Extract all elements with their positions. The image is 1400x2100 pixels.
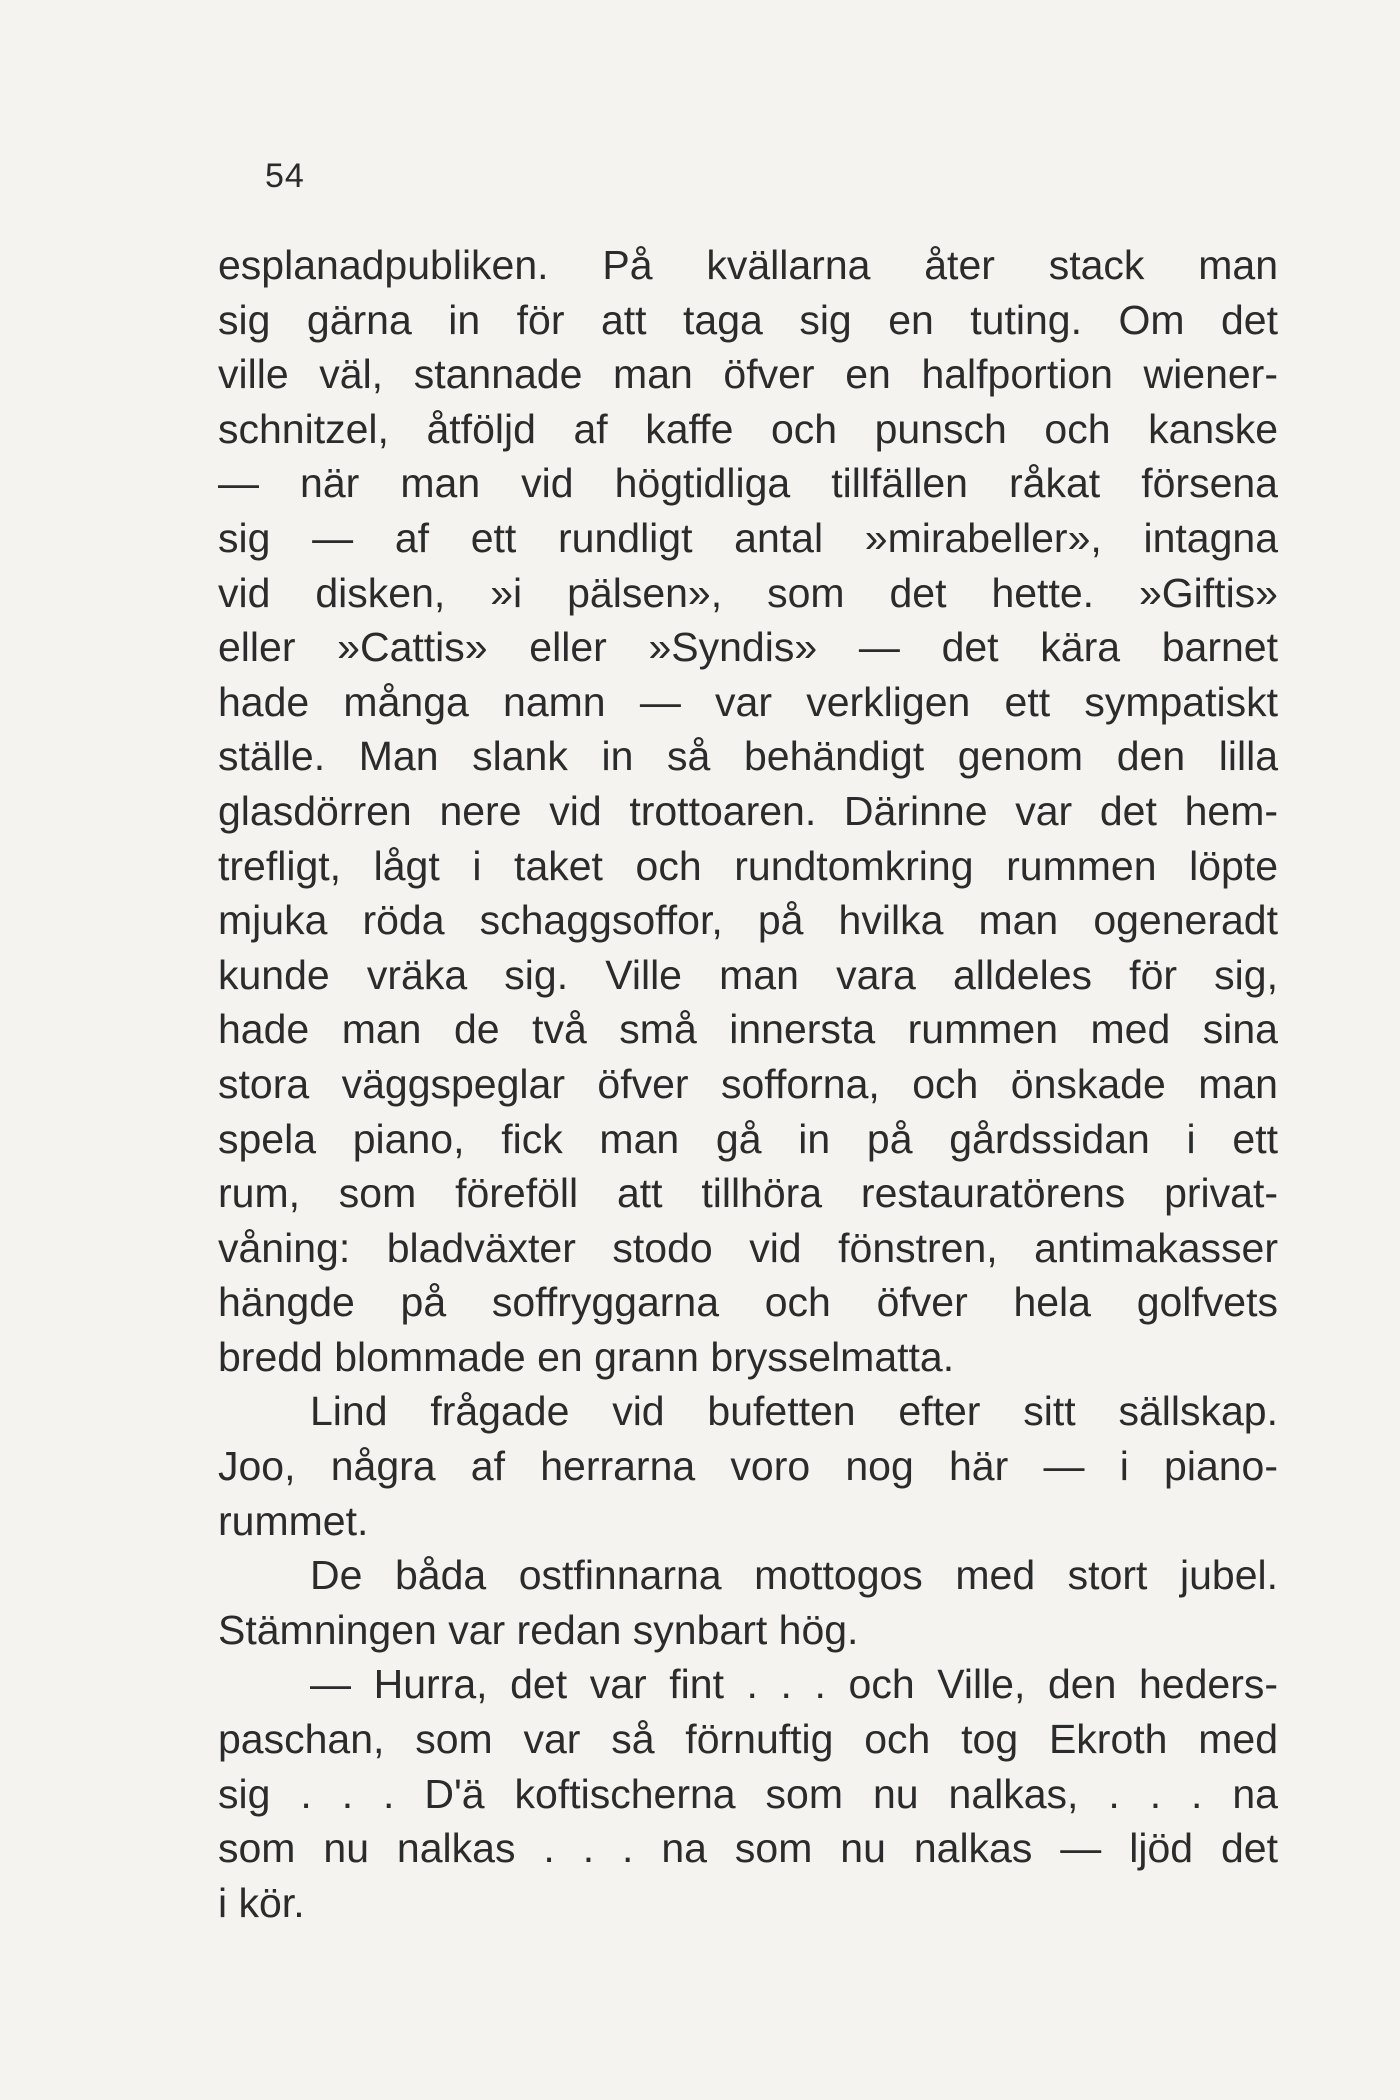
text-line: rum, som föreföll att tillhöra restauratörens privat- (218, 1170, 1278, 1217)
text-line: stora väggspeglar öfver sofforna, och önskade man (218, 1060, 1278, 1107)
text-line: — Hurra, det var fint . . . och Ville, den heders- (310, 1661, 1278, 1708)
text-line: trefligt, lågt i taket och rundtomkring rummen löpte (218, 842, 1278, 889)
text-line: Lind frågade vid bufetten efter sitt sällskap. (310, 1388, 1278, 1435)
text-line: — när man vid högtidliga tillfällen råkat försena (218, 460, 1278, 507)
text-line: Joo, några af herrarna voro nog här — i piano- (218, 1443, 1278, 1490)
text-line: hade många namn — var verkligen ett sympatiskt (218, 678, 1278, 725)
text-line: hade man de två små innersta rummen med sina (218, 1006, 1278, 1053)
text-line: ville väl, stannade man öfver en halfportion wiener- (218, 351, 1278, 398)
text-line: De båda ostfinnarna mottogos med stort jubel. (310, 1552, 1278, 1599)
text-line: sig — af ett rundligt antal »mirabeller», intagna (218, 514, 1278, 561)
text-line: paschan, som var så förnuftig och tog Ekroth med (218, 1716, 1278, 1763)
text-line: schnitzel, åtföljd af kaffe och punsch och kanske (218, 405, 1278, 452)
text-line: vid disken, »i pälsen», som det hette. »Giftis» (218, 569, 1278, 616)
text-line: ställe. Man slank in så behändigt genom den lilla (218, 733, 1278, 780)
text-line: mjuka röda schaggsoffor, på hvilka man ogeneradt (218, 897, 1278, 944)
text-line: sig gärna in för att taga sig en tuting. Om det (218, 296, 1278, 343)
body-text (218, 238, 1278, 1930)
text-line: rummet. (218, 1497, 369, 1544)
text-line: spela piano, fick man gå in på gårdssidan i ett (218, 1115, 1278, 1162)
text-line: som nu nalkas . . . na som nu nalkas — ljöd det (218, 1825, 1278, 1872)
text-line: eller »Cattis» eller »Syndis» — det kära barnet (218, 624, 1278, 671)
text-line: sig . . . D'ä koftischerna som nu nalkas, . . . na (218, 1770, 1278, 1817)
text-line: bredd blommade en grann brysselmatta. (218, 1333, 955, 1380)
text-line: Stämningen var redan synbart hög. (218, 1606, 859, 1653)
text-line: hängde på soffryggarna och öfver hela golfvets (218, 1279, 1278, 1326)
page-number: 54 (265, 157, 305, 195)
text-line: esplanadpubliken. På kvällarna åter stack man (218, 242, 1278, 288)
text-line: glasdörren nere vid trottoaren. Därinne var det hem- (218, 787, 1278, 834)
text-line: i kör. (218, 1879, 305, 1926)
text-line: kunde vräka sig. Ville man vara alldeles för sig, (218, 951, 1278, 998)
text-line: våning: bladväxter stodo vid fönstren, antimakasser (218, 1224, 1278, 1271)
